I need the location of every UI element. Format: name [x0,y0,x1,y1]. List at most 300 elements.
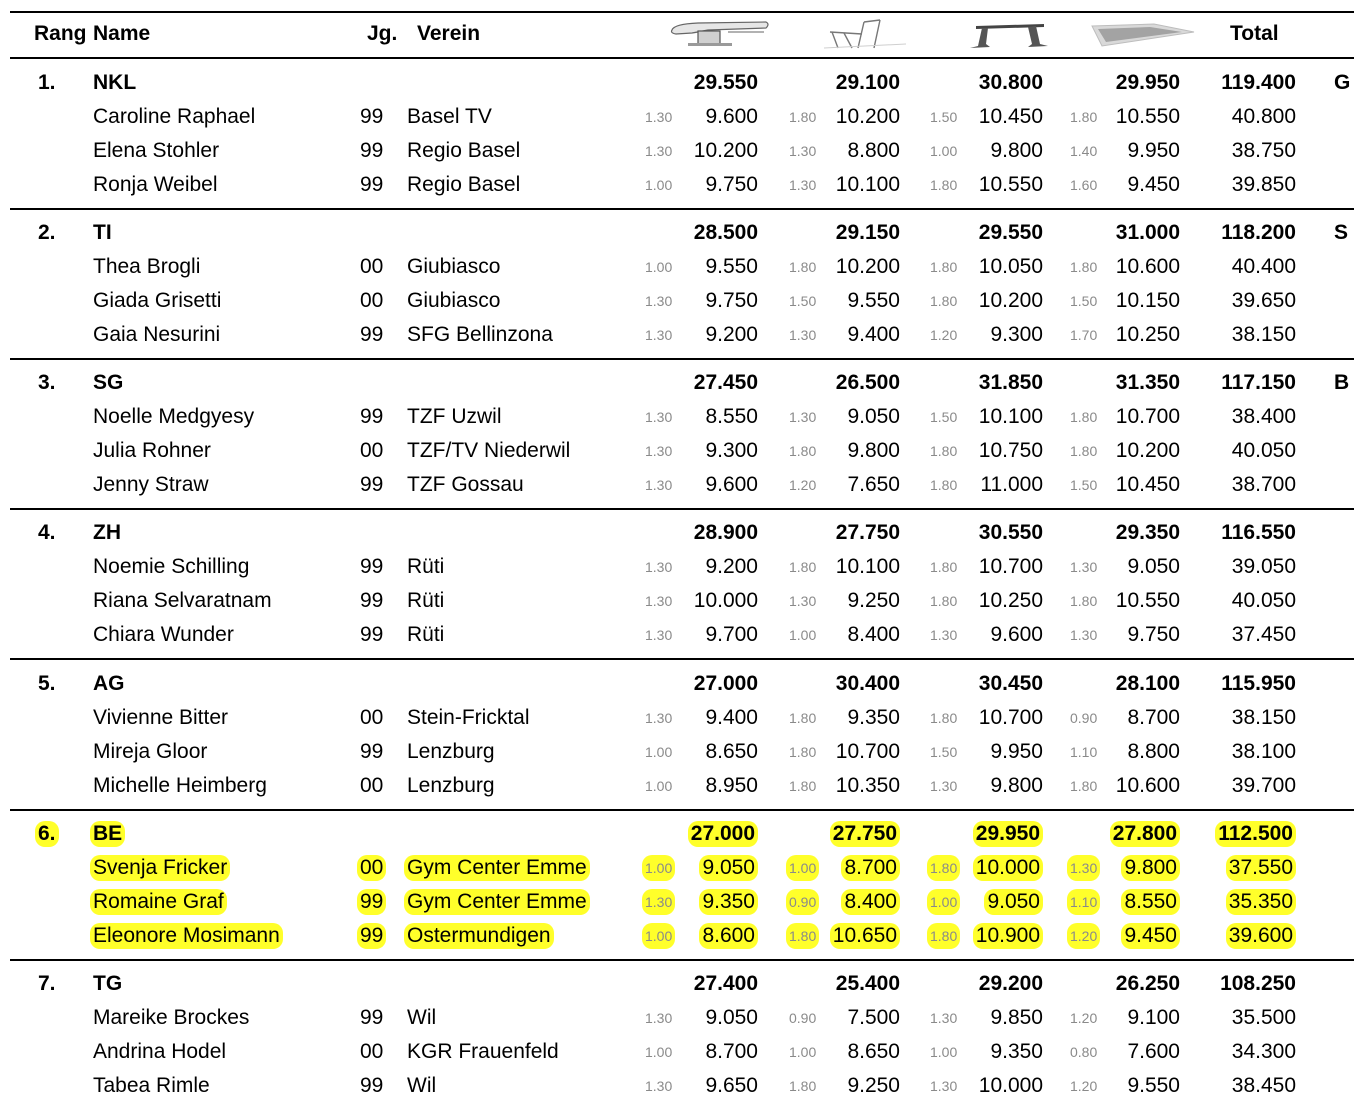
athlete-apparatus-score: 9.400 [847,323,900,346]
athlete-total: 38.150 [1231,323,1296,346]
athlete-name: Gaia Nesurini [93,323,221,346]
athlete-club: TZF Uzwil [407,405,502,428]
athlete-apparatus-score: 10.250 [978,589,1043,612]
team-apparatus-score: 28.100 [1115,672,1180,695]
athlete-apparatus-score: 9.250 [847,589,900,612]
team-medal: B [1334,371,1350,394]
difficulty-value: 1.30 [1070,627,1098,643]
difficulty-value: 1.30 [645,710,673,726]
athlete-apparatus-score: 10.200 [693,139,758,162]
athlete-apparatus-score: 9.750 [705,173,758,196]
difficulty-value: 1.30 [789,143,817,159]
difficulty-value: 1.50 [930,744,958,760]
athlete-apparatus-score: 10.750 [978,439,1043,462]
team-rank: 1. [38,71,56,94]
athlete-apparatus-score: 9.050 [705,1006,758,1029]
difficulty-value: 1.30 [645,1078,673,1094]
athlete-club: Gym Center Emme [404,855,590,881]
athlete-club: Rüti [407,555,445,578]
team-name: ZH [93,521,121,544]
difficulty-value: 1.30 [930,1078,958,1094]
athlete-total: 39.700 [1231,774,1296,797]
difficulty-value: 1.00 [645,259,673,275]
athlete-year: 99 [360,555,384,578]
difficulty-value: 1.10 [1070,744,1098,760]
athlete-apparatus-score: 9.200 [705,323,758,346]
team-apparatus-score: 26.500 [835,371,900,394]
athlete-apparatus-score: 9.800 [847,439,900,462]
difficulty-value: 1.00 [645,1044,673,1060]
athlete-apparatus-score: 9.550 [705,255,758,278]
difficulty-value: 1.00 [645,177,673,193]
athlete-total: 40.050 [1231,589,1296,612]
athlete-total: 37.550 [1226,855,1296,881]
athlete-apparatus-score: 9.600 [705,105,758,128]
athlete-apparatus-score: 10.100 [978,405,1043,428]
athlete-name: Chiara Wunder [93,623,234,646]
team-apparatus-score: 28.900 [693,521,758,544]
athlete-name: Tabea Rimle [93,1074,210,1097]
difficulty-value: 1.50 [1070,293,1098,309]
athlete-apparatus-score: 9.800 [990,774,1043,797]
athlete-apparatus-score: 10.200 [1115,439,1180,462]
athlete-apparatus-score: 9.800 [1121,855,1180,881]
team-total: 108.250 [1220,972,1296,995]
team-name: SG [93,371,124,394]
team-apparatus-score: 29.950 [973,821,1043,847]
difficulty-value: 1.80 [930,259,958,275]
difficulty-value: 1.80 [930,293,958,309]
athlete-name: Thea Brogli [93,255,201,278]
athlete-apparatus-score: 10.200 [835,255,900,278]
athlete-apparatus-score: 9.250 [847,1074,900,1097]
team-apparatus-score: 27.750 [830,821,900,847]
athlete-year: 99 [360,173,384,196]
difficulty-value: 1.80 [1070,443,1098,459]
athlete-apparatus-score: 10.450 [978,105,1043,128]
athlete-year: 99 [357,923,386,949]
athlete-apparatus-score: 10.650 [830,923,900,949]
difficulty-value: 1.30 [1067,855,1100,881]
uneven-bars-icon [818,18,908,52]
difficulty-value: 1.00 [930,1044,958,1060]
difficulty-value: 1.30 [930,1010,958,1026]
difficulty-value: 1.20 [1070,1010,1098,1026]
athlete-total: 35.350 [1226,889,1296,915]
team-apparatus-score: 29.100 [835,71,900,94]
athlete-apparatus-score: 10.350 [835,774,900,797]
athlete-club: Gym Center Emme [404,889,590,915]
athlete-apparatus-score: 10.600 [1115,255,1180,278]
athlete-apparatus-score: 9.750 [705,289,758,312]
athlete-name: Michelle Heimberg [93,774,267,797]
athlete-name: Vivienne Bitter [93,706,229,729]
top-rule [10,11,1354,13]
difficulty-value: 1.80 [789,443,817,459]
athlete-total: 39.850 [1231,173,1296,196]
difficulty-value: 1.80 [789,1078,817,1094]
difficulty-value: 1.80 [789,710,817,726]
athlete-apparatus-score: 7.650 [847,473,900,496]
athlete-apparatus-score: 9.950 [990,740,1043,763]
difficulty-value: 1.00 [789,627,817,643]
team-apparatus-score: 29.350 [1115,521,1180,544]
team-apparatus-score: 31.350 [1115,371,1180,394]
team-apparatus-score: 27.000 [693,672,758,695]
difficulty-value: 1.80 [930,593,958,609]
difficulty-value: 1.00 [927,889,960,915]
floor-mat-icon [1090,22,1196,50]
difficulty-value: 1.30 [645,409,673,425]
athlete-total: 39.650 [1231,289,1296,312]
athlete-apparatus-score: 8.700 [841,855,900,881]
athlete-apparatus-score: 9.300 [705,439,758,462]
athlete-total: 38.400 [1231,405,1296,428]
team-apparatus-score: 29.950 [1115,71,1180,94]
balance-beam-icon [958,20,1050,50]
difficulty-value: 1.30 [645,477,673,493]
athlete-apparatus-score: 11.000 [980,473,1043,496]
athlete-total: 38.450 [1231,1074,1296,1097]
difficulty-value: 0.90 [789,1010,817,1026]
athlete-apparatus-score: 9.050 [847,405,900,428]
difficulty-value: 1.70 [1070,327,1098,343]
team-divider [10,208,1354,210]
athlete-total: 34.300 [1231,1040,1296,1063]
athlete-apparatus-score: 9.350 [847,706,900,729]
athlete-club: Regio Basel [407,173,521,196]
athlete-name: Noelle Medgyesy [93,405,255,428]
athlete-year: 00 [360,439,384,462]
difficulty-value: 1.30 [930,627,958,643]
header-rule [10,57,1354,59]
athlete-total: 39.050 [1231,555,1296,578]
header-year: Jg. [367,22,398,45]
athlete-apparatus-score: 9.650 [705,1074,758,1097]
difficulty-value: 1.00 [642,923,675,949]
athlete-club: Rüti [407,623,445,646]
header-rank: Rang [34,22,87,45]
athlete-name: Elena Stohler [93,139,220,162]
athlete-total: 38.100 [1231,740,1296,763]
team-divider [10,358,1354,360]
athlete-name: Noemie Schilling [93,555,250,578]
difficulty-value: 1.20 [930,327,958,343]
athlete-year: 99 [360,139,384,162]
athlete-apparatus-score: 9.700 [705,623,758,646]
team-apparatus-score: 30.800 [978,71,1043,94]
athlete-name: Andrina Hodel [93,1040,227,1063]
difficulty-value: 1.30 [645,293,673,309]
athlete-name: Mireja Gloor [93,740,208,763]
difficulty-value: 1.80 [930,477,958,493]
athlete-name: Riana Selvaratnam [93,589,272,612]
athlete-apparatus-score: 10.000 [693,589,758,612]
athlete-total: 39.600 [1226,923,1296,949]
team-apparatus-score: 30.400 [835,672,900,695]
athlete-apparatus-score: 9.050 [1127,555,1180,578]
athlete-year: 99 [360,740,384,763]
athlete-year: 99 [360,623,384,646]
athlete-name: Caroline Raphael [93,105,256,128]
athlete-year: 00 [357,855,386,881]
athlete-apparatus-score: 9.600 [990,623,1043,646]
athlete-total: 38.750 [1231,139,1296,162]
athlete-apparatus-score: 10.550 [1115,589,1180,612]
difficulty-value: 1.30 [789,177,817,193]
athlete-year: 99 [357,889,386,915]
team-apparatus-score: 31.850 [978,371,1043,394]
athlete-year: 99 [360,589,384,612]
team-apparatus-score: 29.550 [693,71,758,94]
athlete-name: Mareike Brockes [93,1006,250,1029]
athlete-apparatus-score: 8.800 [847,139,900,162]
athlete-total: 40.800 [1231,105,1296,128]
athlete-apparatus-score: 10.700 [1115,405,1180,428]
athlete-apparatus-score: 8.550 [705,405,758,428]
difficulty-value: 1.00 [930,143,958,159]
difficulty-value: 1.80 [1070,259,1098,275]
difficulty-value: 0.90 [1070,710,1098,726]
team-apparatus-score: 27.000 [688,821,758,847]
difficulty-value: 1.80 [1070,409,1098,425]
team-divider [10,809,1354,811]
athlete-apparatus-score: 10.600 [1115,774,1180,797]
athlete-apparatus-score: 10.000 [978,1074,1043,1097]
team-apparatus-score: 30.450 [978,672,1043,695]
difficulty-value: 1.20 [1067,923,1100,949]
athlete-apparatus-score: 8.400 [841,889,900,915]
difficulty-value: 1.80 [789,778,817,794]
team-apparatus-score: 27.450 [693,371,758,394]
difficulty-value: 1.30 [1070,559,1098,575]
difficulty-value: 1.30 [645,1010,673,1026]
difficulty-value: 1.80 [1070,109,1098,125]
athlete-year: 99 [360,473,384,496]
athlete-apparatus-score: 10.050 [978,255,1043,278]
difficulty-value: 1.50 [789,293,817,309]
difficulty-value: 1.80 [927,855,960,881]
team-name: NKL [93,71,137,94]
athlete-apparatus-score: 9.950 [1127,139,1180,162]
athlete-club: Lenzburg [407,774,495,797]
team-apparatus-score: 27.800 [1110,821,1180,847]
difficulty-value: 1.50 [930,109,958,125]
difficulty-value: 1.00 [645,744,673,760]
difficulty-value: 1.00 [645,778,673,794]
athlete-year: 00 [360,255,384,278]
athlete-apparatus-score: 10.100 [835,555,900,578]
header-club: Verein [417,22,481,45]
athlete-apparatus-score: 9.300 [990,323,1043,346]
athlete-year: 99 [360,323,384,346]
athlete-apparatus-score: 9.450 [1127,173,1180,196]
header-total: Total [1230,22,1279,45]
difficulty-value: 1.30 [645,443,673,459]
athlete-apparatus-score: 9.450 [1121,923,1180,949]
athlete-apparatus-score: 8.800 [1127,740,1180,763]
athlete-apparatus-score: 8.700 [705,1040,758,1063]
team-rank: 6. [35,821,59,847]
team-total: 115.950 [1221,672,1296,695]
difficulty-value: 1.80 [1070,778,1098,794]
athlete-apparatus-score: 10.700 [978,706,1043,729]
difficulty-value: 1.80 [930,443,958,459]
difficulty-value: 1.60 [1070,177,1098,193]
team-divider [10,959,1354,961]
team-divider [10,508,1354,510]
athlete-apparatus-score: 10.000 [973,855,1043,881]
athlete-apparatus-score: 9.350 [990,1040,1043,1063]
athlete-club: KGR Frauenfeld [407,1040,559,1063]
athlete-apparatus-score: 9.550 [847,289,900,312]
difficulty-value: 1.20 [1070,1078,1098,1094]
team-apparatus-score: 27.750 [835,521,900,544]
athlete-apparatus-score: 10.200 [978,289,1043,312]
difficulty-value: 1.80 [930,710,958,726]
difficulty-value: 1.30 [789,409,817,425]
difficulty-value: 1.30 [645,559,673,575]
team-rank: 7. [38,972,56,995]
difficulty-value: 1.30 [645,143,673,159]
athlete-name: Giada Grisetti [93,289,222,312]
difficulty-value: 1.30 [645,627,673,643]
difficulty-value: 1.80 [789,109,817,125]
team-total: 119.400 [1221,71,1296,94]
team-apparatus-score: 28.500 [693,221,758,244]
team-total: 118.200 [1221,221,1296,244]
athlete-apparatus-score: 10.450 [1115,473,1180,496]
athlete-club: Stein-Fricktal [407,706,530,729]
difficulty-value: 1.80 [930,177,958,193]
athlete-apparatus-score: 9.050 [699,855,758,881]
team-total: 116.550 [1221,521,1296,544]
athlete-apparatus-score: 10.100 [835,173,900,196]
athlete-club: Wil [407,1006,437,1029]
athlete-apparatus-score: 7.600 [1127,1040,1180,1063]
team-name: TG [93,972,123,995]
team-divider [10,658,1354,660]
athlete-apparatus-score: 9.550 [1127,1074,1180,1097]
athlete-apparatus-score: 9.400 [705,706,758,729]
athlete-apparatus-score: 10.150 [1115,289,1180,312]
difficulty-value: 1.00 [642,855,675,881]
team-rank: 2. [38,221,56,244]
team-apparatus-score: 29.550 [978,221,1043,244]
athlete-apparatus-score: 9.200 [705,555,758,578]
athlete-name: Ronja Weibel [93,173,218,196]
difficulty-value: 1.20 [789,477,817,493]
team-name: AG [93,672,125,695]
athlete-club: Ostermundigen [404,923,554,949]
athlete-year: 99 [360,405,384,428]
difficulty-value: 1.30 [789,327,817,343]
athlete-club: Regio Basel [407,139,521,162]
athlete-apparatus-score: 10.250 [1115,323,1180,346]
athlete-apparatus-score: 8.650 [847,1040,900,1063]
athlete-club: TZF/TV Niederwil [407,439,571,462]
team-name: TI [93,221,112,244]
athlete-year: 00 [360,706,384,729]
athlete-name: Eleonore Mosimann [90,923,283,949]
team-rank: 3. [38,371,56,394]
difficulty-value: 1.80 [1070,593,1098,609]
difficulty-value: 1.80 [789,744,817,760]
difficulty-value: 1.10 [1067,889,1100,915]
team-apparatus-score: 25.400 [835,972,900,995]
team-medal: G [1334,71,1351,94]
athlete-club: Giubiasco [407,289,501,312]
athlete-apparatus-score: 10.900 [973,923,1043,949]
athlete-apparatus-score: 10.700 [835,740,900,763]
difficulty-value: 1.00 [789,1044,817,1060]
athlete-apparatus-score: 9.100 [1127,1006,1180,1029]
difficulty-value: 1.30 [645,109,673,125]
vault-icon [668,20,772,50]
athlete-apparatus-score: 9.050 [984,889,1043,915]
difficulty-value: 1.30 [645,593,673,609]
athlete-apparatus-score: 8.950 [705,774,758,797]
athlete-apparatus-score: 7.500 [847,1006,900,1029]
difficulty-value: 1.80 [789,559,817,575]
team-total: 117.150 [1221,371,1296,394]
athlete-name: Romaine Graf [90,889,227,915]
athlete-apparatus-score: 8.550 [1121,889,1180,915]
athlete-apparatus-score: 9.750 [1127,623,1180,646]
athlete-total: 40.400 [1231,255,1296,278]
athlete-apparatus-score: 9.600 [705,473,758,496]
team-rank: 4. [38,521,56,544]
athlete-club: Wil [407,1074,437,1097]
team-apparatus-score: 29.200 [978,972,1043,995]
athlete-year: 00 [360,1040,384,1063]
athlete-total: 40.050 [1231,439,1296,462]
team-apparatus-score: 26.250 [1115,972,1180,995]
team-rank: 5. [38,672,56,695]
athlete-year: 00 [360,289,384,312]
athlete-total: 38.150 [1231,706,1296,729]
athlete-apparatus-score: 10.700 [978,555,1043,578]
athlete-year: 00 [360,774,384,797]
athlete-year: 99 [360,1074,384,1097]
difficulty-value: 1.80 [927,923,960,949]
athlete-year: 99 [360,1006,384,1029]
athlete-apparatus-score: 8.400 [847,623,900,646]
athlete-apparatus-score: 10.550 [978,173,1043,196]
athlete-club: TZF Gossau [407,473,524,496]
athlete-club: Rüti [407,589,445,612]
athlete-club: Giubiasco [407,255,501,278]
athlete-apparatus-score: 9.800 [990,139,1043,162]
difficulty-value: 1.30 [642,889,675,915]
athlete-total: 37.450 [1231,623,1296,646]
team-apparatus-score: 29.150 [835,221,900,244]
team-name: BE [90,821,125,847]
team-apparatus-score: 30.550 [978,521,1043,544]
difficulty-value: 1.80 [786,923,819,949]
team-total: 112.500 [1215,821,1296,847]
athlete-total: 38.700 [1231,473,1296,496]
difficulty-value: 1.80 [789,259,817,275]
difficulty-value: 1.40 [1070,143,1098,159]
athlete-name: Julia Rohner [93,439,211,462]
athlete-apparatus-score: 8.650 [705,740,758,763]
athlete-apparatus-score: 8.600 [699,923,758,949]
header-name: Name [93,22,151,45]
team-medal: S [1334,221,1349,244]
athlete-apparatus-score: 10.200 [835,105,900,128]
difficulty-value: 1.30 [930,778,958,794]
